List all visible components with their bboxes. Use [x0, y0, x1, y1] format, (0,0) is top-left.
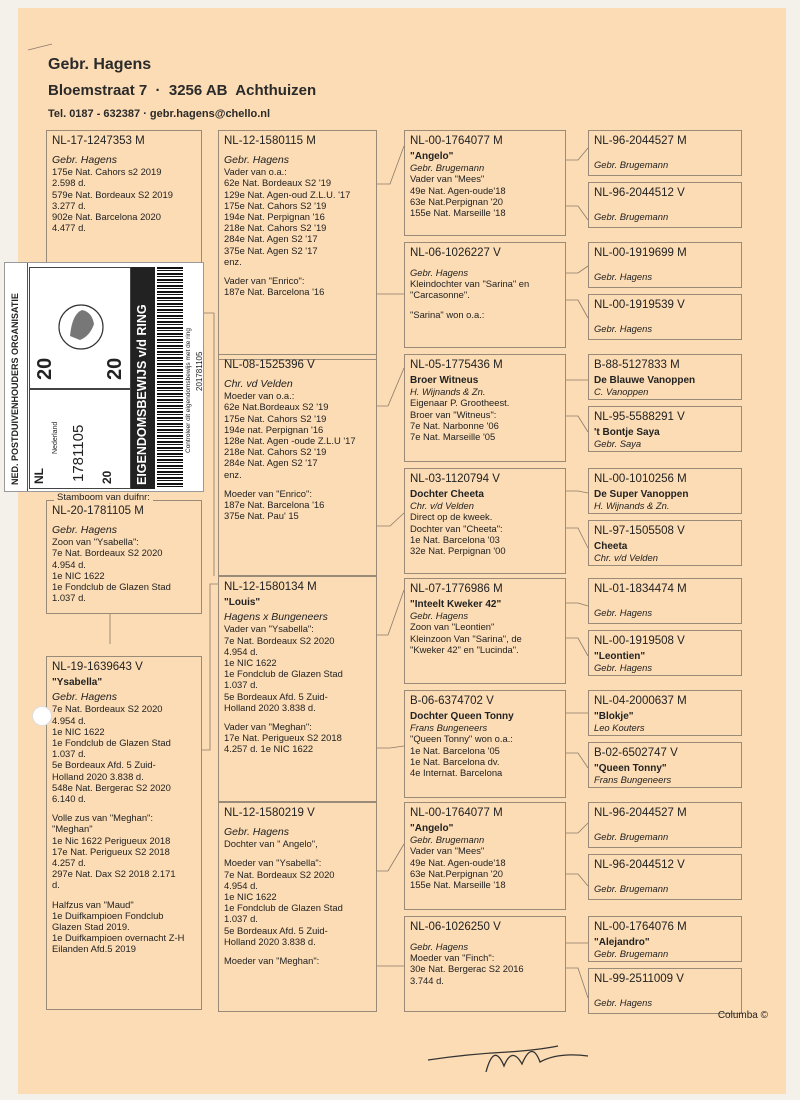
result-line: 4.257 d. 1e NIC 1622 [224, 743, 314, 755]
sticker-year-b: 20 [104, 357, 126, 380]
result-line: 62e Nat. Bordeaux S2 '19 [224, 177, 332, 189]
pigeon-name: Dochter Cheeta [410, 489, 484, 500]
ancestor-card [588, 130, 742, 176]
result-line: 194e Nat. Perpignan '16 [224, 211, 325, 223]
sticker-country-name: Nederland [52, 421, 59, 454]
ring-number: NL-05-1775436 M [410, 359, 503, 371]
ring-number: NL-96-2044512 V [594, 187, 685, 199]
result-line: 1e Nic 1622 Perigueux 2018 [52, 834, 171, 846]
breeder-owner: Gebr. Hagens [52, 524, 117, 536]
result-line: "Carcasonne". [410, 289, 470, 301]
result-line: 1e Duifkampioen overnacht Z-H [52, 932, 185, 944]
breeder-owner: Chr. v/d Velden [594, 552, 658, 564]
ancestor-card [588, 630, 742, 676]
great-grandparent-card [404, 690, 566, 798]
ring-number: NL-00-1764077 M [410, 807, 503, 819]
ancestor-card [588, 968, 742, 1014]
ring-number: NL-00-1919539 V [594, 299, 685, 311]
result-line: 5e Bordeaux Afd. 5 Zuid- [52, 759, 156, 771]
pigeon-name: "Queen Tonny" [594, 763, 667, 774]
sticker-org-strip [5, 263, 28, 491]
result-line: Halfzus van "Maud" [52, 898, 134, 910]
result-line: 1e Fondclub de Glazen Stad [224, 902, 343, 914]
breeder-owner: Gebr. Hagens [594, 607, 653, 618]
breeder-owner: Gebr. Hagens [594, 323, 653, 334]
punch-hole [32, 706, 52, 726]
result-line: Vader van "Mees" [410, 845, 485, 857]
great-grandparent-card [404, 916, 566, 1012]
spacer [594, 823, 736, 831]
breeder-owner: Gebr. Brugemann [410, 834, 485, 846]
result-line: Direct op de kweek. [410, 511, 493, 523]
pigeon-name: De Blauwe Vanoppen [594, 375, 696, 386]
ring-number: NL-06-1026227 V [410, 247, 501, 259]
result-line: 218e Nat. Cahors S2 '19 [224, 222, 327, 234]
result-line: 17e Nat. Perigueux S2 2018 [52, 845, 170, 857]
breeder-owner: Gebr. Hagens [410, 941, 469, 952]
sticker-year-c: 20 [100, 470, 114, 484]
ancestor-card [588, 406, 742, 452]
breeder-owner: Gebr. Hagens [224, 154, 289, 166]
pigeon-name: "Alejandro" [594, 937, 650, 948]
sticker-emblem [29, 267, 131, 389]
pigeon-name: "Leontien" [594, 651, 646, 662]
result-line: 1e Fondclub de Glazen Stad [52, 581, 171, 593]
result-line: "Meghan" [52, 823, 93, 835]
result-line: 218e Nat. Cahors S2 '19 [224, 446, 327, 458]
result-line: Eigenaar P. Grootheest. [410, 397, 510, 409]
ring-number: NL-00-1764077 M [410, 135, 503, 147]
spacer [594, 989, 736, 997]
spacer [594, 875, 736, 883]
pigeon-name: Dochter Queen Tonny [410, 711, 514, 722]
ring-number: NL-12-1580219 V [224, 807, 315, 819]
spacer [594, 315, 736, 323]
sticker-note: Controleer dit eigendomsbewijs met de ring [185, 327, 192, 453]
result-line: 1.037 d. [52, 592, 86, 604]
result-line: "Kweker 42" en "Lucinda". [410, 643, 519, 655]
result-line: 4.954 d. [52, 558, 86, 570]
breeder-owner: Gebr. Hagens [594, 997, 653, 1008]
result-line: 3.744 d. [410, 974, 444, 986]
result-line: Vader van o.a.: [224, 166, 287, 178]
ring-number: B-06-6374702 V [410, 695, 494, 707]
result-line: 128e Nat. Agen -oude Z.L.U '17 [224, 435, 356, 447]
sticker-barcode-number: 201781105 [195, 351, 204, 391]
breeder-owner: Gebr. Brugemann [594, 159, 669, 170]
pigeon-name: "Angelo" [410, 823, 454, 834]
ancestor-card [588, 916, 742, 962]
pigeon-name: "Ysabella" [52, 677, 103, 688]
breeder-owner: Gebr. Brugemann [594, 948, 669, 960]
ancestor-card [588, 182, 742, 228]
result-line: 175e Nat. Cahors s2 2019 [52, 166, 162, 178]
spacer [52, 891, 196, 899]
ring-ownership-sticker [4, 262, 204, 492]
pigeon-name: Cheeta [594, 541, 628, 552]
grandparent-card [218, 130, 377, 360]
spacer [594, 599, 736, 607]
dam-card [46, 656, 202, 1010]
grandparent-card [218, 576, 377, 802]
result-line: 17e Nat. Perigueux S2 2018 [224, 732, 342, 744]
result-line: 284e Nat. Agen S2 '17 [224, 233, 318, 245]
result-line: Broer van "Witneus": [410, 408, 497, 420]
result-line: Vader van "Enrico": [224, 275, 305, 287]
spacer [224, 713, 371, 721]
result-line: 155e Nat. Marseille '18 [410, 879, 506, 891]
result-line: 194e nat. Perpignan '16 [224, 423, 324, 435]
pigeon-name: De Super Vanoppen [594, 489, 689, 500]
breeder-owner: Frans Bungeneers [410, 722, 488, 734]
result-line: 7e Nat. Bordeaux S2 2020 [224, 634, 335, 646]
result-line: Vader van "Ysabella": [224, 623, 314, 635]
breeder-contact: Tel. 0187 - 632387 · gebr.hagens@chello.nl [48, 108, 271, 120]
spacer [410, 301, 560, 309]
result-line: 4.954 d. [224, 879, 258, 891]
result-line: Zoon van "Leontien" [410, 621, 495, 633]
spacer [594, 203, 736, 211]
great-grandparent-card [404, 354, 566, 462]
ring-number: NL-97-1505508 V [594, 525, 685, 537]
result-line: enz. [224, 468, 242, 480]
pigeon-name: "Inteelt Kweker 42" [410, 599, 502, 610]
result-line: 187e Nat. Barcelona '16 [224, 499, 325, 511]
result-line: Holland 2020 3.838 d. [224, 701, 316, 713]
result-line: 902e Nat. Barcelona 2020 [52, 211, 161, 223]
result-line: 1.037 d. [224, 913, 258, 925]
grandparent-card [218, 802, 377, 1012]
result-line: 2.598 d. [52, 177, 86, 189]
subject-card [46, 500, 202, 614]
result-line: d. [52, 879, 60, 891]
result-line: 5e Bordeaux Afd. 5 Zuid- [224, 924, 328, 936]
result-line: Kleinzoon Van "Sarina", de [410, 632, 522, 644]
result-line: enz. [224, 255, 242, 267]
ring-number: NL-17-1247353 M [52, 135, 145, 147]
result-line: 175e Nat. Cahors S2 '19 [224, 199, 327, 211]
ring-number: NL-07-1776986 M [410, 583, 503, 595]
result-line: 175e Nat. Cahors S2 '19 [224, 412, 327, 424]
ancestor-card [588, 294, 742, 340]
breeder-owner: Gebr. Hagens [52, 691, 117, 704]
result-line: 62e Nat.Bordeaux S2 '19 [224, 401, 329, 413]
result-line: "Queen Tonny" won o.a.: [410, 733, 513, 745]
result-line: 187e Nat. Barcelona '16 [224, 286, 325, 298]
great-grandparent-card [404, 802, 566, 910]
result-line: 3.277 d. [52, 199, 86, 211]
spacer [224, 849, 371, 857]
great-grandparent-card [404, 242, 566, 348]
pigeon-name: "Angelo" [410, 151, 454, 162]
ancestor-card [588, 854, 742, 900]
result-line: 129e Nat. Agen-oud Z.L.U. '17 [224, 188, 351, 200]
result-line: 4.954 d. [224, 645, 258, 657]
result-line: 7e Nat. Bordeaux S2 2020 [52, 547, 163, 559]
ring-number: B-02-6502747 V [594, 747, 678, 759]
result-line: 1e NIC 1622 [224, 657, 277, 669]
result-line: 1.037 d. [52, 748, 86, 760]
breeder-name: Gebr. Hagens [48, 56, 152, 73]
ancestor-card [588, 802, 742, 848]
sticker-title: EIGENDOMSBEWIJS v/d RING [135, 304, 149, 485]
result-line: Moeder van "Ysabella": [224, 857, 322, 869]
sticker-ring-panel [29, 389, 131, 489]
breeder-owner: Gebr. Hagens [594, 271, 653, 282]
great-grandparent-card [404, 130, 566, 236]
result-line: 63e Nat.Perpignan '20 [410, 195, 504, 207]
breeder-owner: Gebr. Brugemann [594, 883, 669, 894]
breeder-owner: Gebr. Saya [594, 438, 642, 450]
pedigree-label: Stamboom van duifnr: [54, 492, 153, 503]
sticker-year-a: 20 [34, 357, 56, 380]
ring-number: NL-06-1026250 V [410, 921, 501, 933]
result-line: 1e Fondclub de Glazen Stad [224, 668, 343, 680]
sticker-country: NL [32, 468, 46, 484]
result-line: 1e Nat. Barcelona dv. [410, 755, 500, 767]
result-line: Kleindochter van "Sarina" en [410, 278, 530, 290]
result-line: 7e Nat. Marseille '05 [410, 431, 496, 443]
result-line: Glazen Stad 2019. [52, 921, 130, 933]
ancestor-card [588, 242, 742, 288]
ring-number: NL-03-1120794 V [410, 473, 500, 485]
result-line: Moeder van "Enrico": [224, 487, 312, 499]
breeder-owner: Gebr. Brugemann [594, 211, 669, 222]
result-line: 49e Nat. Agen-oude'18 [410, 184, 506, 196]
result-line: 1e Fondclub de Glazen Stad [52, 737, 171, 749]
sticker-title-band [131, 267, 155, 489]
ring-number: NL-20-1781105 M [52, 505, 144, 517]
result-line: 375e Nat. Agen S2 '17 [224, 244, 318, 256]
breeder-owner: Leo Kouters [594, 722, 645, 734]
sticker-org: NED. POSTDUIVENHOUDERS ORGANISATIE [10, 293, 20, 485]
ring-number: NL-96-2044527 M [594, 135, 687, 147]
breeder-owner: Gebr. Hagens [52, 154, 117, 166]
result-line: 4.954 d. [52, 714, 86, 726]
result-line: 7e Nat. Narbonne '06 [410, 419, 499, 431]
ring-number: NL-04-2000637 M [594, 695, 687, 707]
result-line: 284e Nat. Agen S2 '17 [224, 457, 318, 469]
breeder-owner: Chr. vd Velden [224, 378, 293, 390]
ring-number: B-88-5127833 M [594, 359, 680, 371]
pigeon-name: "Louis" [224, 597, 261, 608]
ancestor-card [588, 578, 742, 624]
result-line: 579e Nat. Bordeaux S2 2019 [52, 188, 173, 200]
result-line: 1e Nat. Barcelona '05 [410, 744, 500, 756]
result-line: 1e NIC 1622 [52, 569, 105, 581]
breeder-owner: H. Wijnands & Zn. [594, 500, 670, 512]
breeder-owner: H. Wijnands & Zn. [410, 386, 486, 398]
ring-number: NL-00-1764076 M [594, 921, 687, 933]
grandparent-card [218, 354, 377, 576]
spacer [594, 151, 736, 159]
result-line: 6.140 d. [52, 793, 86, 805]
barcode [157, 267, 183, 489]
pedigree-sheet [10, 8, 786, 1094]
ancestor-card [588, 742, 742, 788]
result-line: 7e Nat. Bordeaux S2 2020 [52, 703, 163, 715]
ring-number: NL-96-2044527 M [594, 807, 687, 819]
result-line: Moeder van "Finch": [410, 952, 495, 964]
breeder-owner: Chr. v/d Velden [410, 500, 474, 512]
footer-brand: Columba © [717, 1010, 768, 1021]
great-grandparent-card [404, 578, 566, 684]
ring-number: NL-19-1639643 V [52, 661, 143, 673]
pigeon-name: "Blokje" [594, 711, 634, 722]
spacer [52, 804, 196, 812]
breeder-owner: Gebr. Hagens [410, 610, 469, 622]
result-line: 297e Nat. Dax S2 2018 2.171 [52, 868, 176, 880]
result-line: 4.257 d. [52, 857, 86, 869]
breeder-owner: Gebr. Hagens [410, 267, 469, 278]
spacer [224, 480, 371, 488]
result-line: 1e Nat. Barcelona '03 [410, 533, 500, 545]
result-line: Holland 2020 3.838 d. [224, 935, 316, 947]
breeder-owner: Gebr. Hagens [594, 662, 653, 674]
ancestor-card [588, 520, 742, 566]
breeder-owner: Gebr. Brugemann [410, 162, 485, 174]
breeder-owner: Gebr. Hagens [224, 826, 289, 838]
breeder-owner: Hagens x Bungeneers [224, 611, 328, 624]
result-line: 32e Nat. Perpignan '00 [410, 545, 506, 557]
result-line: 63e Nat.Perpignan '20 [410, 867, 504, 879]
result-line: 155e Nat. Marseille '18 [410, 207, 506, 219]
result-line: 375e Nat. Pau' 15 [224, 510, 299, 522]
ancestor-card [588, 690, 742, 736]
result-line: 1e NIC 1622 [52, 725, 105, 737]
result-line: 4.477 d. [52, 222, 86, 234]
result-line: Dochter van " Angelo", [224, 838, 318, 850]
spacer [594, 263, 736, 271]
result-line: Vader van "Meghan": [224, 721, 312, 733]
result-line: Holland 2020 3.838 d. [52, 770, 144, 782]
breeder-address: Bloemstraat 7 · 3256 AB Achthuizen [48, 82, 317, 99]
ring-number: NL-08-1525396 V [224, 359, 315, 371]
ring-number: NL-00-1919508 V [594, 635, 685, 647]
breeder-owner: Frans Bungeneers [594, 774, 672, 786]
lion-emblem-icon [56, 292, 106, 362]
ring-number: NL-95-5588291 V [594, 411, 685, 423]
spacer [224, 267, 371, 275]
breeder-owner: Gebr. Brugemann [594, 831, 669, 842]
result-line: Eilanden Afd.5 2019 [52, 943, 136, 955]
ancestor-card [588, 354, 742, 400]
spacer [224, 947, 371, 955]
result-line: 49e Nat. Agen-oude'18 [410, 856, 506, 868]
result-line: 7e Nat. Bordeaux S2 2020 [224, 868, 335, 880]
result-line: Zoon van "Ysabella": [52, 536, 139, 548]
pigeon-name: Broer Witneus [410, 375, 479, 386]
result-line: Moeder van "Meghan": [224, 955, 320, 967]
result-line: 30e Nat. Bergerac S2 2016 [410, 963, 524, 975]
ring-number: NL-99-2511009 V [594, 973, 684, 985]
ring-number: NL-00-1010256 M [594, 473, 687, 485]
result-line: Moeder van o.a.: [224, 390, 295, 402]
ring-number: NL-12-1580134 M [224, 581, 317, 593]
result-line: Dochter van "Cheeta": [410, 522, 503, 534]
ring-number: NL-01-1834474 M [594, 583, 687, 595]
breeder-owner: C. Vanoppen [594, 386, 649, 398]
ring-number: NL-12-1580115 M [224, 135, 316, 147]
great-grandparent-card [404, 468, 566, 574]
signature-icon [428, 1032, 598, 1082]
ring-number: NL-96-2044512 V [594, 859, 685, 871]
result-line: Volle zus van "Meghan": [52, 812, 153, 824]
result-line: 5e Bordeaux Afd. 5 Zuid- [224, 690, 328, 702]
result-line: 1e Duifkampioen Fondclub [52, 909, 164, 921]
ring-number: NL-00-1919699 M [594, 247, 687, 259]
result-line: 548e Nat. Bergerac S2 2020 [52, 781, 171, 793]
result-line: 1e NIC 1622 [224, 891, 277, 903]
result-line: 1.037 d. [224, 679, 258, 691]
result-line: "Sarina" won o.a.: [410, 308, 485, 320]
ancestor-card [588, 468, 742, 514]
result-line: Vader van "Mees" [410, 173, 485, 185]
sticker-ring-number: 1781105 [70, 424, 87, 482]
pigeon-name: 't Bontje Saya [594, 427, 660, 438]
result-line: 4e Internat. Barcelona [410, 767, 503, 779]
